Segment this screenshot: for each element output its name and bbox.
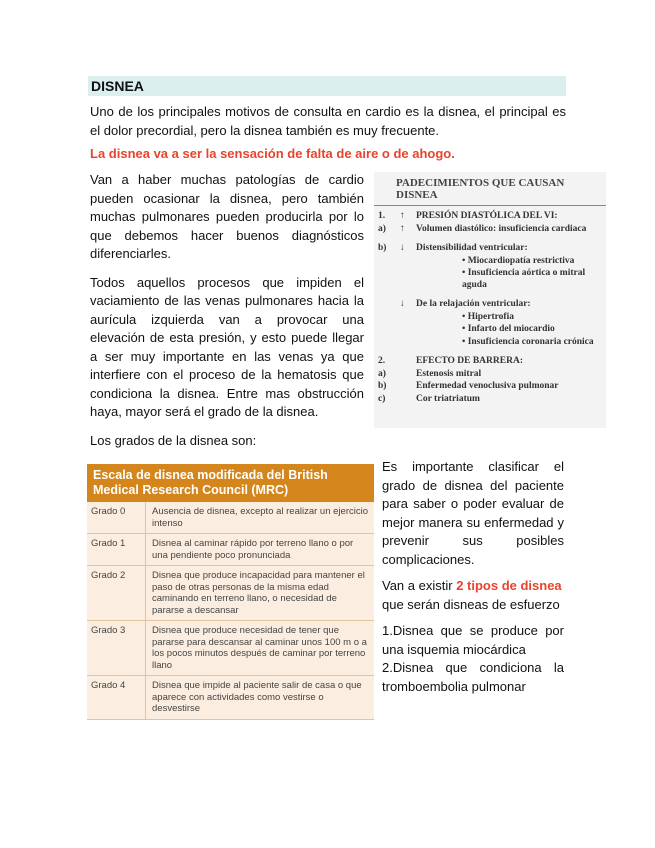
cause-line	[374, 243, 606, 255]
cause-number	[374, 312, 400, 324]
right-column	[382, 458, 564, 704]
cause-text: Distensibilidad ventricular:	[416, 243, 528, 253]
grade-description: Disnea al caminar rápido por terreno llano o por una pendiente poco pronunciada	[152, 538, 354, 561]
cause-line	[374, 312, 606, 324]
paragraph-pathologies: Van a haber muchas patologías de cardio pueden ocasionar la disnea, pero también muchas pulmonares pueden producirla por lo que debemos hacer buenos diagnósticos diferenciarles.	[90, 172, 364, 261]
arrow-icon	[400, 268, 416, 291]
table-row	[87, 502, 374, 534]
intro-paragraph: Uno de los principales motivos de consulta en cardio es la disnea, el principal es el dolor precordial, pero la disnea también es muy frecuente.	[90, 104, 566, 138]
types-highlight: 2 tipos de disnea	[456, 578, 562, 593]
types-paragraph	[382, 577, 564, 614]
cause-text: Estenosis mitral	[416, 368, 482, 379]
mrc-table-title: Escala de disnea modificada del British Medical Research Council (MRC)	[87, 464, 374, 502]
classify-paragraph: Es importante clasificar el grado de disnea del paciente para saber o poder evaluar de mejor manera su enfermedad y prevenir sus posibles complicaciones.	[382, 459, 564, 567]
cause-text: EFECTO DE BARRERA:	[416, 356, 523, 366]
causes-figure	[374, 172, 606, 428]
cause-number: a)	[378, 223, 386, 234]
arrow-icon	[400, 256, 416, 268]
cause-line	[374, 394, 606, 406]
cause-text: PRESIÓN DIASTÓLICA DEL VI:	[416, 211, 558, 221]
cause-line	[374, 324, 606, 336]
section-heading: DISNEA	[88, 76, 566, 96]
cause-number	[374, 256, 400, 268]
grade-label: Grado 1	[87, 534, 146, 565]
cause-line	[374, 268, 606, 291]
table-row	[87, 676, 374, 720]
table-row	[87, 566, 374, 621]
cause-text: • Hipertrofia	[462, 311, 514, 322]
cause-text: Cor triatriatum	[416, 393, 480, 404]
grade-description: Disnea que produce incapacidad para mantener el paso de otras personas de la misma edad caminando en terreno llano, o necesidad de pararse a descansar	[152, 570, 365, 616]
cause-number	[374, 324, 400, 336]
types-text-end: que serán disneas de esfuerzo	[382, 596, 560, 612]
cause-number: c)	[378, 393, 386, 404]
types-text: Van a existir	[382, 578, 457, 593]
arrow-icon	[400, 394, 416, 406]
paragraph-mechanism: Todos aquellos procesos que impiden el vaciamiento de las venas pulmonares hacia la aurícula izquierda van a provocar una elevación de esta presión, y esto puede llegar a ser muy importante en las venas ya que interfiere con el proceso de la hematosis que condiciona la disnea. Entre mas obstrucción haya, mayor será el grado de la disnea.	[90, 274, 364, 419]
type-2: 2.Disnea que condiciona la tromboembolia pulmonar	[382, 660, 564, 694]
grade-label: Grado 4	[87, 676, 146, 719]
cause-line	[374, 356, 606, 368]
arrow-icon: ↓	[400, 299, 405, 309]
arrow-icon	[400, 381, 416, 393]
cause-text: • Insuficiencia aórtica o mitral aguda	[462, 268, 586, 290]
arrow-icon	[400, 312, 416, 324]
cause-text: • Infarto del miocardio	[462, 324, 555, 334]
cause-text: • Miocardiopatía restrictiva	[462, 255, 575, 266]
causes-title: PADECIMIENTOS QUE CAUSAN DISNEA	[374, 172, 606, 206]
cause-text: De la relajación ventricular:	[416, 299, 531, 309]
cause-number: b)	[378, 381, 387, 391]
cause-line	[374, 211, 606, 223]
table-row	[87, 621, 374, 676]
table-row	[87, 534, 374, 566]
arrow-icon	[400, 324, 416, 336]
cause-line	[374, 299, 606, 311]
arrow-icon: ↓	[400, 243, 405, 253]
cause-text: Enfermedad venoclusiva pulmonar	[416, 381, 559, 391]
cause-line	[374, 256, 606, 268]
cause-number: a)	[378, 368, 386, 379]
arrow-icon: ↑	[400, 211, 405, 221]
cause-number	[374, 268, 400, 291]
grade-description: Disnea que produce necesidad de tener que pararse para descansar al caminar unos 100 m o a los pocos minutos después de caminar por terreno llano	[152, 625, 367, 671]
grades-intro: Los grados de la disnea son:	[90, 432, 257, 448]
grade-description: Disnea que impide al paciente salir de casa o que aparece con actividades como vestirse o desvestirse	[152, 680, 362, 714]
grade-label: Grado 3	[87, 621, 146, 675]
cause-number: 2.	[378, 356, 386, 366]
cause-text: Volumen diastólico: insuficiencia cardiaca	[416, 223, 587, 234]
cause-number: b)	[378, 243, 387, 253]
grade-label: Grado 2	[87, 566, 146, 620]
cause-line	[374, 381, 606, 393]
cause-number	[374, 299, 400, 311]
definition-highlight: La disnea va a ser la sensación de falta de aire o de ahogo.	[90, 146, 455, 161]
type-1: 1.Disnea que se produce por una isquemia miocárdica	[382, 623, 564, 657]
cause-line	[374, 369, 606, 381]
mrc-scale-table	[87, 464, 374, 720]
cause-line	[374, 337, 606, 349]
arrow-icon	[400, 337, 416, 349]
cause-text: • Insuficiencia coronaria crónica	[462, 336, 594, 347]
grade-description: Ausencia de disnea, excepto al realizar un ejercicio intenso	[152, 506, 368, 529]
arrow-icon	[400, 356, 416, 368]
cause-number: 1.	[378, 211, 386, 221]
cause-line	[374, 224, 606, 236]
left-column	[90, 171, 368, 720]
arrow-icon	[400, 369, 416, 381]
grade-label: Grado 0	[87, 502, 146, 533]
cause-number	[374, 337, 400, 349]
arrow-icon: ↑	[400, 223, 405, 234]
